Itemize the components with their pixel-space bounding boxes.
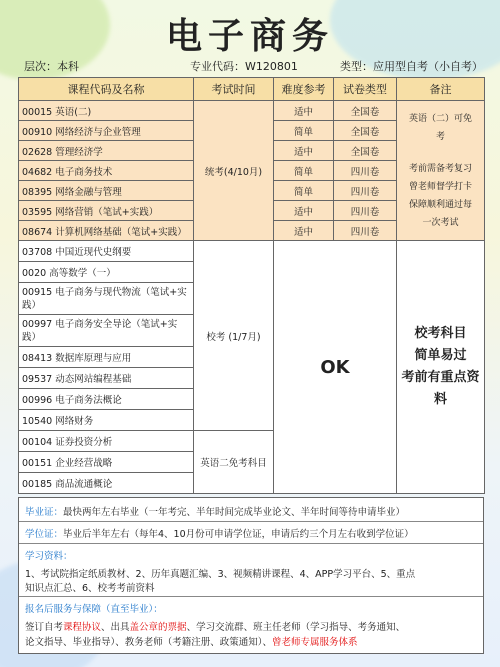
header-time: 考试时间 [194,78,274,101]
course-name: 10540 网络财务 [19,410,194,431]
exam-time-text: 校考 (1/7月) [206,331,261,343]
service-text: 签订自考 [25,622,64,633]
paper-type: 四川卷 [334,201,397,221]
note-line: 保障顺利通过每 [408,199,472,210]
paper-type: 四川卷 [334,161,397,181]
ok-cell: OK [274,241,397,494]
promo-line: 考前有重点资料 [401,370,480,407]
paper-type: 四川卷 [334,181,397,201]
course-name: 02628 管理经济学 [19,141,194,161]
course-name: 00185 商品流通概论 [19,473,194,494]
materials-line: 知识点汇总、6、校考考前资料 [25,583,155,594]
materials-line: 1、考试院指定纸质教材、2、历年真题汇编、3、视频精讲课程、4、APP学习平台、5、重点 [25,569,416,580]
course-name: 03595 网络营销（笔试+实践） [19,201,194,221]
course-table [18,77,485,494]
divider [19,596,483,597]
note-line: 一次考试 [422,217,459,228]
service-highlight: 课程协议 [63,622,102,633]
info-panel [18,497,484,654]
divider [19,521,483,522]
degree-text: 毕业后半年左右（每年4、10月份可申请学位证，申请后约三个月左右收到学位证） [63,529,414,540]
difficulty: 适中 [274,201,334,221]
service-line [25,619,405,633]
course-name: 00151 企业经营战略 [19,452,194,473]
english-exempt-cell [194,431,274,494]
notes-cell [397,101,485,241]
table-row [19,101,485,121]
graduation-text: 最快两年左右毕业（一年考完、半年时间完成毕业论文、半年时间等待申请毕业） [63,507,406,518]
service-label: 报名后服务与保障（直至毕业）： [25,604,163,615]
exam-time-text: 统考(4/10月) [204,166,263,178]
service-text: 、学习交流群、班主任老师（学习指导、考务通知、 [186,622,406,633]
course-name: 08413 数据库原理与应用 [19,347,194,368]
course-name: 0020 高等数学（一） [19,262,194,283]
note-line: 英语（二）可免 [408,113,472,124]
course-name: 04682 电子商务技术 [19,161,194,181]
exam-time-school [194,241,274,431]
table-row [19,241,485,262]
service-text: 论文指导、毕业指导）、教务老师（考籍注册、政策通知）、 [25,637,273,648]
course-name: 03708 中国近现代史纲要 [19,241,194,262]
course-name: 00915 电子商务与现代物流（笔试+实践） [19,283,194,315]
difficulty: 适中 [274,141,334,161]
paper-type: 全国卷 [334,121,397,141]
degree-line [25,526,414,540]
note-line: 曾老师督学打卡 [408,181,472,192]
promo-line: 简单易过 [414,348,467,363]
course-name: 00997 电子商务安全导论（笔试+实践） [19,315,194,347]
materials-label: 学习资料： [25,551,73,562]
difficulty: 简单 [274,181,334,201]
note-line: 考前需备考复习 [408,163,472,174]
header-difficulty: 难度参考 [274,78,334,101]
difficulty: 简单 [274,121,334,141]
paper-type: 四川卷 [334,221,397,241]
header-course: 课程代码及名称 [19,78,194,101]
difficulty: 适中 [274,101,334,121]
note-line: 考 [435,131,445,142]
course-name: 08674 计算机网络基础（笔试+实践） [19,221,194,241]
degree-label: 学位证： [25,529,64,540]
divider [19,543,483,544]
page-title: 电子商务 [165,15,334,57]
graduation-label: 毕业证： [25,507,64,518]
paper-type: 全国卷 [334,141,397,161]
service-highlight: 曾老师专属服务体系 [272,637,358,648]
table-header-row [19,78,485,101]
course-name: 00996 电子商务法概论 [19,389,194,410]
promo-line: 校考科目 [414,326,467,341]
difficulty: 适中 [274,221,334,241]
course-name: 00910 网络经济与企业管理 [19,121,194,141]
major-code-label: 专业代码：W120801 [190,60,298,73]
paper-type: 全国卷 [334,101,397,121]
level-label: 层次：本科 [24,60,79,73]
service-line [25,634,358,648]
promo-cell [397,241,485,494]
exempt-text: 英语二免考科目 [200,458,267,469]
exam-time [194,101,274,241]
difficulty: 简单 [274,161,334,181]
course-name: 08395 网络金融与管理 [19,181,194,201]
service-text: 、出具 [101,622,130,633]
course-name: 09537 动态网站编程基础 [19,368,194,389]
service-highlight: 盖公章的票据 [129,622,187,633]
graduation-line [25,504,405,518]
type-label: 类型：应用型自考（小自考） [340,60,483,73]
header-paper: 试卷类型 [334,78,397,101]
course-name: 00015 英语(二) [19,101,194,121]
header-notes: 备注 [397,78,485,101]
course-name: 00104 证券投资分析 [19,431,194,452]
